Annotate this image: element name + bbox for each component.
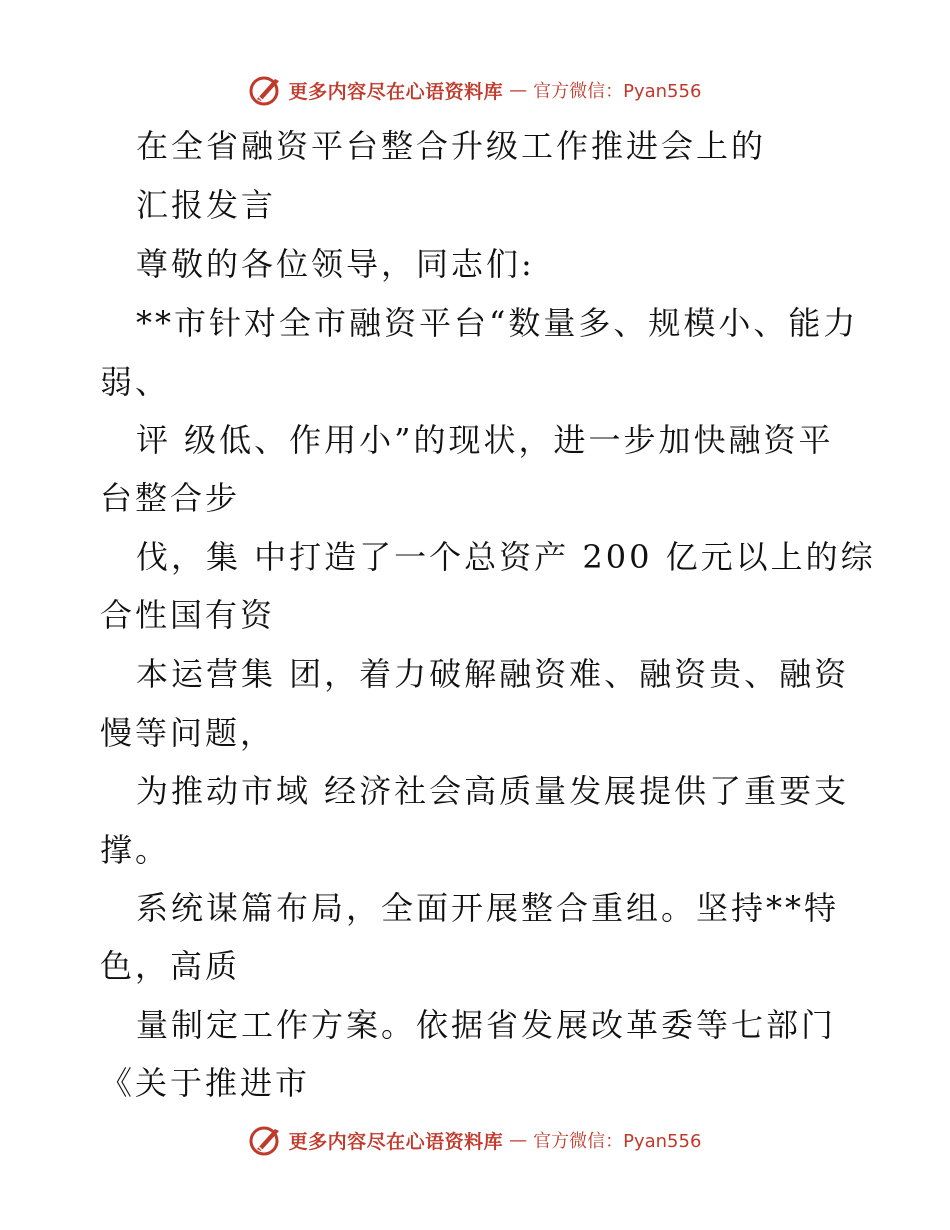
watermark-wechat: 官方微信：Pyan556 (533, 1131, 702, 1152)
doc-line: 台整合步 (100, 479, 241, 517)
doc-line: 伐，集 中打造了一个总资产 200 亿元以上的综 (136, 538, 876, 576)
doc-line: 弱、 (100, 363, 171, 401)
doc-salutation: 尊敬的各位领导，同志们: (136, 245, 535, 283)
watermark-text: 更多内容尽在心语资料库 (288, 80, 504, 103)
watermark-separator: — (509, 79, 528, 101)
doc-title-line-1: 在全省融资平台整合升级工作推进会上的 (136, 127, 767, 165)
doc-line: 合性国有资 (100, 596, 276, 634)
doc-line: 为推动市域 经济社会高质量发展提供了重要支 (136, 772, 850, 810)
doc-line: 慢等问题， (100, 714, 276, 752)
doc-line: 撑。 (100, 831, 171, 869)
doc-line: 本运营集 团，着力破解融资难、融资贵、融资 (136, 655, 850, 693)
doc-title-line-2: 汇报发言 (136, 186, 277, 224)
watermark-separator: — (509, 1129, 528, 1151)
doc-line: 评 级低、作用小”的现状，进一步加快融资平 (136, 421, 834, 459)
quill-pen-circle-icon (249, 73, 283, 107)
doc-line: 量制定工作方案。依据省发展改革委等七部门 (136, 1006, 837, 1044)
doc-line: **市针对全市融资平台“数量多、规模小、能力 (136, 304, 859, 342)
doc-line: 色，高质 (100, 947, 241, 985)
watermark-text: 更多内容尽在心语资料库 (288, 1130, 504, 1153)
watermark-wechat: 官方微信：Pyan556 (533, 81, 702, 102)
watermark-banner-bottom (0, 1120, 950, 1160)
doc-line: 系统谋篇布局，全面开展整合重组。坚持**特 (136, 889, 840, 927)
watermark-banner-top (0, 70, 950, 110)
doc-line: 《关于推进市 (100, 1064, 311, 1102)
quill-pen-circle-icon (249, 1123, 283, 1157)
